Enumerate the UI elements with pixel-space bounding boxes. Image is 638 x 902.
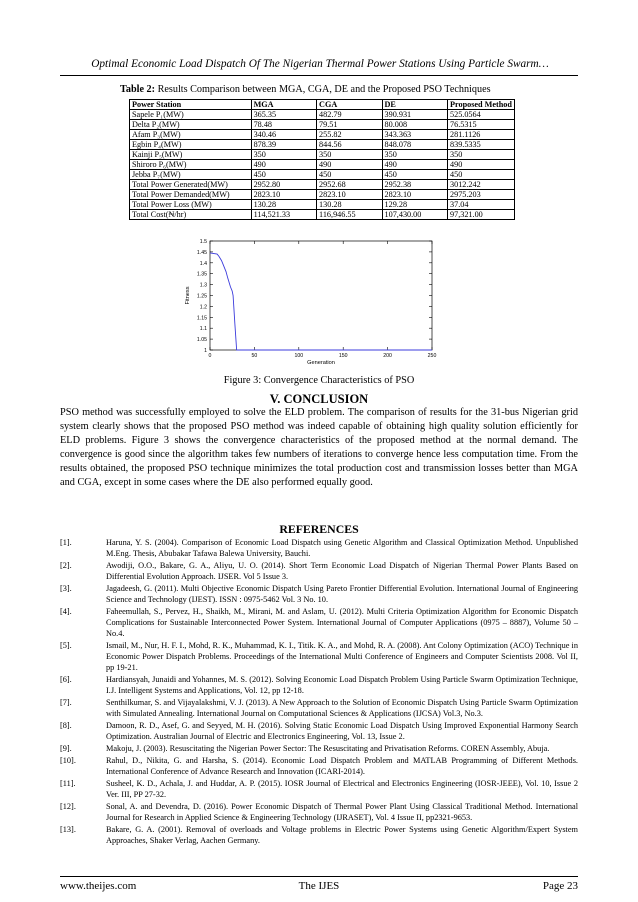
y-axis-label: Fitness — [185, 286, 191, 305]
table-caption-label: Table 2: — [120, 84, 156, 95]
table-header-cell: Power Station — [130, 100, 252, 110]
reference-item — [60, 778, 578, 800]
table-cell: 844.56 — [317, 140, 382, 150]
table-row — [130, 140, 515, 150]
reference-text: Awodiji, O.O., Bakare, G. A., Aliyu, U. O. (2014). Short Term Economic Load Dispatch of Nigerian Thermal Power Plants Based on Differential Evolution Approach. IJSER. Vol 5 Issue 3. — [106, 561, 578, 581]
table-cell: Total Power Loss (MW) — [130, 200, 252, 210]
y-tick-label: 1.45 — [196, 249, 207, 256]
reference-text: Faheemullah, S., Pervez, H., Shaikh, M., Mirani, M. and Aslam, U. (2012). Multi Criteria Optimization Algorithm for Economic Dispatch Complications for Sustainable Interconnected Power System. International Journal of Computer Applications (0975 – 8887), Volume 50 – No.4. — [106, 607, 578, 638]
table-cell: 2975.203 — [448, 190, 515, 200]
reference-item — [60, 720, 578, 742]
reference-number: [8]. — [60, 721, 72, 730]
table-cell: Kainji P₅(MW) — [130, 150, 252, 160]
table-row — [130, 130, 515, 140]
table-cell: 78.48 — [251, 120, 316, 130]
references-heading: REFERENCES — [279, 522, 359, 536]
conclusion-text: PSO method was successfully employed to solve the ELD problem. The comparison of results for the 31-bus Nigerian grid system clearly shows that the proposed PSO method was indeed capable of obtaining high quality solution efficiently for ELD problems. Figure 3 shows the convergence characteristics of the proposed method at the normal demand. The convergence is good since the algorithm takes few numbers of iterations to converge hence less computation time. From the results obtained, the proposed PSO technique minimizes the total production cost and transmission losses better than MGA and CGA, except in some cases where the DE also performed equally good. — [60, 407, 578, 488]
x-tick-label: 200 — [383, 353, 392, 359]
footer-journal: The IJES — [298, 880, 340, 892]
table-cell: 350 — [382, 150, 447, 160]
table-cell: 130.28 — [317, 200, 382, 210]
table-cell: 79.51 — [317, 120, 382, 130]
y-tick-label: 1.1 — [199, 326, 207, 333]
table-caption-text: Results Comparison between MGA, CGA, DE and the Proposed PSO Techniques — [155, 84, 491, 95]
table-cell: 97,321.00 — [448, 210, 515, 220]
reference-item — [60, 606, 578, 639]
table-row — [130, 200, 515, 210]
reference-number: [13]. — [60, 825, 76, 834]
reference-number: [11]. — [60, 779, 76, 788]
reference-number: [2]. — [60, 561, 72, 570]
reference-number: [9]. — [60, 744, 72, 753]
table-cell: Delta P₂(MW) — [130, 120, 252, 130]
table-cell: 350 — [251, 150, 316, 160]
table-cell: Total Power Demanded(MW) — [130, 190, 252, 200]
reference-number: [7]. — [60, 698, 72, 707]
x-tick-label: 50 — [251, 353, 258, 359]
y-tick-label: 1.2 — [199, 304, 207, 311]
table-cell: Shiroro P₆(MW) — [130, 160, 252, 170]
table-header-cell: CGA — [317, 100, 382, 110]
table-cell: 37.04 — [448, 200, 515, 210]
table-cell: 107,430.00 — [382, 210, 447, 220]
table-header-cell: Proposed Method — [448, 100, 515, 110]
table-row — [130, 190, 515, 200]
table-row — [130, 180, 515, 190]
table-cell: 450 — [448, 170, 515, 180]
table-cell: 2823.10 — [251, 190, 316, 200]
reference-number: [6]. — [60, 675, 72, 684]
table-cell: 2823.10 — [317, 190, 382, 200]
reference-item — [60, 560, 578, 582]
table-cell: 130.28 — [251, 200, 316, 210]
table-cell: 114,521.33 — [251, 210, 316, 220]
reference-item — [60, 743, 578, 754]
reference-item — [60, 801, 578, 823]
table-cell: 2952.38 — [382, 180, 447, 190]
table-cell: 490 — [251, 160, 316, 170]
table-cell: 450 — [382, 170, 447, 180]
reference-number: [4]. — [60, 607, 72, 616]
reference-number: [3]. — [60, 584, 72, 593]
reference-number: [12]. — [60, 802, 76, 811]
table-cell: 490 — [382, 160, 447, 170]
running-title: Optimal Economic Load Dispatch Of The Nigerian Thermal Power Stations Using Particle Swarm… — [91, 58, 549, 70]
table-cell: 839.5335 — [448, 140, 515, 150]
y-tick-label: 1 — [204, 348, 207, 354]
table-cell: 390.931 — [382, 110, 447, 120]
x-tick-label: 100 — [294, 353, 304, 359]
table-cell: 343.363 — [382, 130, 447, 140]
reference-number: [5]. — [60, 641, 72, 650]
reference-text: Rahul, D., Nikita, G. and Harsha, S. (2014). Economic Load Dispatch Problem and MATLAB Programming of Different Methods. International Conference of Advance Research and Innovation (ICARI-2014). — [106, 756, 578, 776]
table-cell: Sapele P₁(MW) — [130, 110, 252, 120]
table-cell: Total Power Generated(MW) — [130, 180, 252, 190]
table-cell: 450 — [251, 170, 316, 180]
y-tick-label: 1.15 — [196, 315, 207, 322]
reference-item — [60, 674, 578, 696]
x-tick-label: 0 — [208, 353, 212, 359]
table-cell: 3012.242 — [448, 180, 515, 190]
table-header-cell: MGA — [251, 100, 316, 110]
table-cell: 848.078 — [382, 140, 447, 150]
reference-item — [60, 537, 578, 559]
reference-text: Hardiansyah, Junaidi and Yohannes, M. S. (2012). Solving Economic Load Dispatch Problem Using Particle Swarm Optimization Technique, I.J. Intelligent Systems and Applications, Vol. 12, pp 12-18. — [106, 675, 578, 695]
table-cell: 350 — [448, 150, 515, 160]
reference-text: Ismail, M., Nur, H. F. I., Mohd, R. K., Muhammad, K. I., Titik. K. A., and Mohd, R. A. (2008). Ant Colony Optimization (ACO) Technique in Economic Power Dispatch Problems. Proceedings of the International Multi Conference of Engineers and Computer Scientists 2008. Vol II, pp 19-21. — [106, 641, 578, 672]
table-cell: 490 — [448, 160, 515, 170]
footer-page-number: Page 23 — [542, 880, 578, 892]
table-cell: 2952.80 — [251, 180, 316, 190]
reference-text: Damoon, R. D., Asef, G. and Seyyed, M. H. (2016). Solving Static Economic Load Dispatch Using Improved Exponential Harmony Search Optimization. Australian Journal of Electric and Electronics Engineering, Vol. 13, Issue 2. — [106, 721, 578, 741]
table-cell: 80.008 — [382, 120, 447, 130]
y-tick-label: 1.4 — [199, 260, 207, 267]
reference-text: Makoju, J. (2003). Resuscitating the Nigerian Power Sector: The Resuscitating and Privatisation Reforms. COREN Assembly, Abuja. — [106, 744, 550, 753]
table-cell: 878.39 — [251, 140, 316, 150]
x-tick-label: 250 — [427, 353, 437, 359]
table-cell: Total Cost(₦/hr) — [130, 210, 252, 220]
table-row — [130, 150, 515, 160]
reference-item — [60, 583, 578, 605]
table-row — [130, 170, 515, 180]
reference-text: Susheel, K. D., Achala, J. and Huddar, A. P. (2015). IOSR Journal of Electrical and Electronics Engineering (IOSR-JEEE), Vol. 10, Issue 2 Ver. III, PP 27-32. — [106, 779, 578, 799]
table-cell: 482.79 — [317, 110, 382, 120]
header-rule — [60, 75, 578, 76]
table-cell: 255.82 — [317, 130, 382, 140]
reference-text: Haruna, Y. S. (2004). Comparison of Economic Load Dispatch using Genetic Algorithm and Classical Optimization Method. Unpublished M.Eng. Thesis, Abubakar Tafawa Balewa University, Bauchi. — [106, 538, 578, 558]
table-row — [130, 110, 515, 120]
table-caption — [120, 84, 520, 95]
reference-text: Sonal, A. and Devendra, D. (2016). Power Economic Dispatch of Thermal Power Plant Using Classical Traditional Method. International Journal for Research in Applied Science & Engineering Technology (IJRASET), Vol. 4 Issue II, pp2321-9653. — [106, 802, 578, 822]
references-list — [60, 537, 578, 847]
figure-caption: Figure 3: Convergence Characteristics of PSO — [223, 375, 415, 386]
x-tick-label: 150 — [338, 353, 348, 359]
table-cell: Afam P₃(MW) — [130, 130, 252, 140]
reference-text: Jagadeesh, G. (2011). Multi Objective Economic Dispatch Using Pareto Frontier Differential Evolution. International Journal of Engineering Science and Technology (IJEST). ISSN : 0975-5462 Vol. 3 No. 10. — [106, 584, 578, 604]
table-cell: 490 — [317, 160, 382, 170]
footer-rule — [60, 876, 578, 877]
reference-text: Senthilkumar, S. and Vijayalakshmi, V. J. (2013). A New Approach to the Solution of Economic Dispatch Using Particle Swarm Optimization with Simulated Annealing. International Journal on Computational Sciences & Applications (IJCSA) Vol.3, No.3. — [106, 698, 578, 718]
table-row — [130, 210, 515, 220]
table-cell: 350 — [317, 150, 382, 160]
table-cell: Egbin P₄(MW) — [130, 140, 252, 150]
reference-number: [1]. — [60, 538, 72, 547]
table-cell: 129.28 — [382, 200, 447, 210]
plot-area — [210, 241, 432, 350]
reference-item — [60, 755, 578, 777]
table-cell: 450 — [317, 170, 382, 180]
table-cell: 116,946.55 — [317, 210, 382, 220]
y-tick-label: 1.05 — [196, 337, 207, 344]
table-row — [130, 120, 515, 130]
table-cell: 525.0564 — [448, 110, 515, 120]
table-header-row — [130, 100, 515, 110]
table-cell: 365.35 — [251, 110, 316, 120]
reference-item — [60, 640, 578, 673]
table-cell: 76.5315 — [448, 120, 515, 130]
table-cell: 281.1126 — [448, 130, 515, 140]
convergence-chart — [178, 233, 453, 368]
y-tick-label: 1.25 — [196, 293, 207, 300]
reference-item — [60, 697, 578, 719]
y-tick-label: 1.5 — [199, 239, 207, 245]
table-cell: 2823.10 — [382, 190, 447, 200]
table-row — [130, 160, 515, 170]
reference-item — [60, 824, 578, 846]
table-header-cell: DE — [382, 100, 447, 110]
table-cell: Jebba P₇(MW) — [130, 170, 252, 180]
x-axis-label: Generation — [307, 360, 335, 366]
y-tick-label: 1.3 — [199, 282, 207, 289]
reference-text: Bakare, G. A. (2001). Removal of overloads and Voltage problems in Electric Power Systems using Genetic Algorithm/Expert System Approaches, Shaker Verlag, Aachen Germany. — [106, 825, 578, 845]
table-cell: 2952.68 — [317, 180, 382, 190]
y-tick-label: 1.35 — [196, 271, 207, 278]
results-table — [129, 99, 515, 220]
conclusion-heading: V. CONCLUSION — [269, 392, 369, 406]
table-cell: 340.46 — [251, 130, 316, 140]
footer-website: www.theijes.com — [60, 880, 137, 892]
reference-number: [10]. — [60, 756, 76, 765]
